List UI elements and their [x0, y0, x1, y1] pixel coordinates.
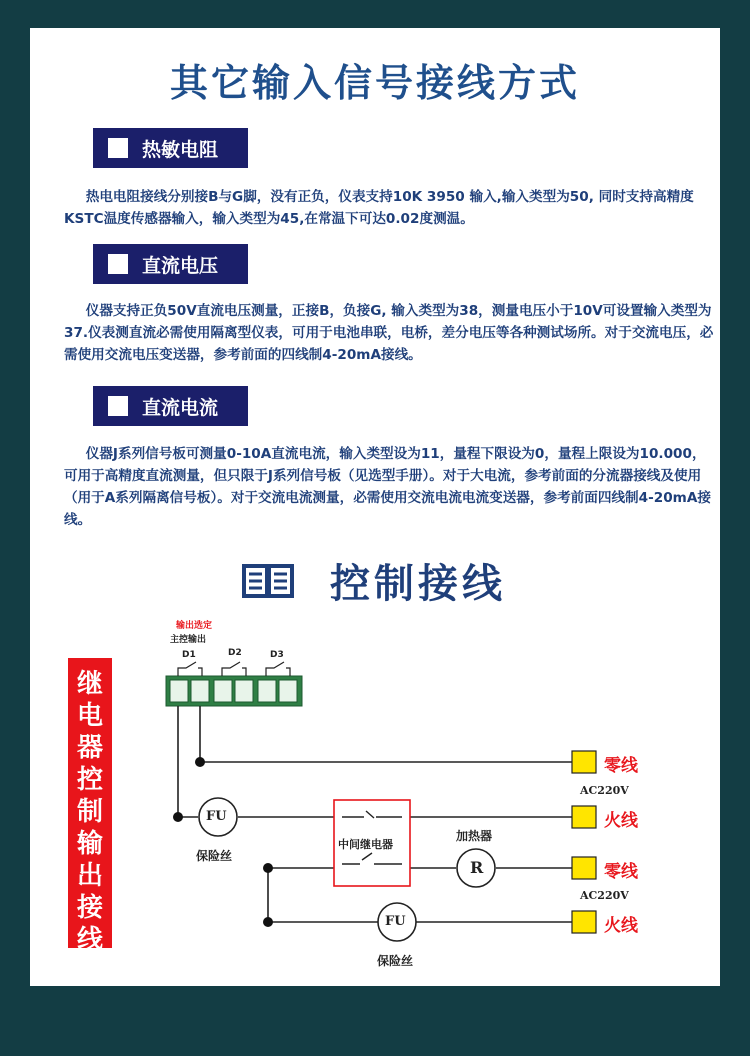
- relay-output-banner: 继 电 器 控 制 输 出 接 线: [68, 658, 112, 948]
- control-wiring-title: 控制接线: [330, 561, 506, 607]
- ac220v-label: AC220V: [580, 889, 629, 902]
- heater-symbol-text: R: [470, 858, 484, 877]
- section-text-dc-current: 仪器J系列信号板可测量0-10A直流电流，输入类型设为11，量程下限设为0，量程上限设为10.000，可用于高精度直流测量，但只限于J系列信号板（见选型手册）。对于大电流，参考前面的分流器接线及使用（用于A系列隔离信号板）。对于交流电流测量，必需使用交流电流电流变送器，参考前面四线制4-20mA接线。: [64, 446, 711, 528]
- neutral-line-label: 零线: [604, 756, 638, 776]
- terminal-block: [166, 676, 302, 706]
- live-line-label: 火线: [604, 916, 638, 936]
- main-output-label: 主控输出: [170, 635, 207, 645]
- live-line-label: 火线: [604, 811, 638, 831]
- relay-d3-label: D3: [270, 650, 284, 660]
- neutral-terminal-icon: [572, 751, 596, 773]
- live-terminal-icon: [572, 911, 596, 933]
- output-select-label: 输出选定: [176, 621, 213, 631]
- section-text-dc-voltage: 仪器支持正负50V直流电压测量，正接B，负接G, 输入类型为38，测量电压小于10V可设置输入类型为37.仪表测直流必需使用隔离型仪表，可用于电池串联，电桥，差分电压等各种测试场所。对于交流电压，必需使用交流电压变送器，参考前面的四线制4-20mA接线。: [64, 303, 714, 363]
- relay-d1-label: D1: [182, 650, 196, 660]
- section-text-thermistor: 热电电阻接线分别接B与G脚，没有正负，仪表支持10K 3950 输入,输入类型为50, 同时支持高精度KSTC温度传感器输入，输入类型为45,在常温下可达0.02度测温。: [64, 189, 694, 227]
- neutral-terminal-icon: [572, 857, 596, 879]
- live-terminal-icon: [572, 806, 596, 828]
- heater-label: 加热器: [456, 829, 493, 843]
- ac220v-label: AC220V: [580, 784, 629, 797]
- section-heading-label: 直流电流: [142, 396, 219, 419]
- fuse-label: 保险丝: [196, 849, 233, 863]
- page-title: 其它输入信号接线方式: [169, 61, 580, 105]
- fuse-symbol-text: FU: [385, 914, 406, 929]
- neutral-line-label: 零线: [604, 862, 638, 882]
- section-heading-label: 热敏电阻: [142, 138, 219, 161]
- middle-relay-label: 中间继电器: [338, 838, 393, 851]
- relay-d2-label: D2: [228, 648, 242, 658]
- fuse-symbol-text: FU: [206, 809, 227, 824]
- fuse-label: 保险丝: [377, 954, 414, 968]
- section-heading-label: 直流电压: [142, 254, 219, 277]
